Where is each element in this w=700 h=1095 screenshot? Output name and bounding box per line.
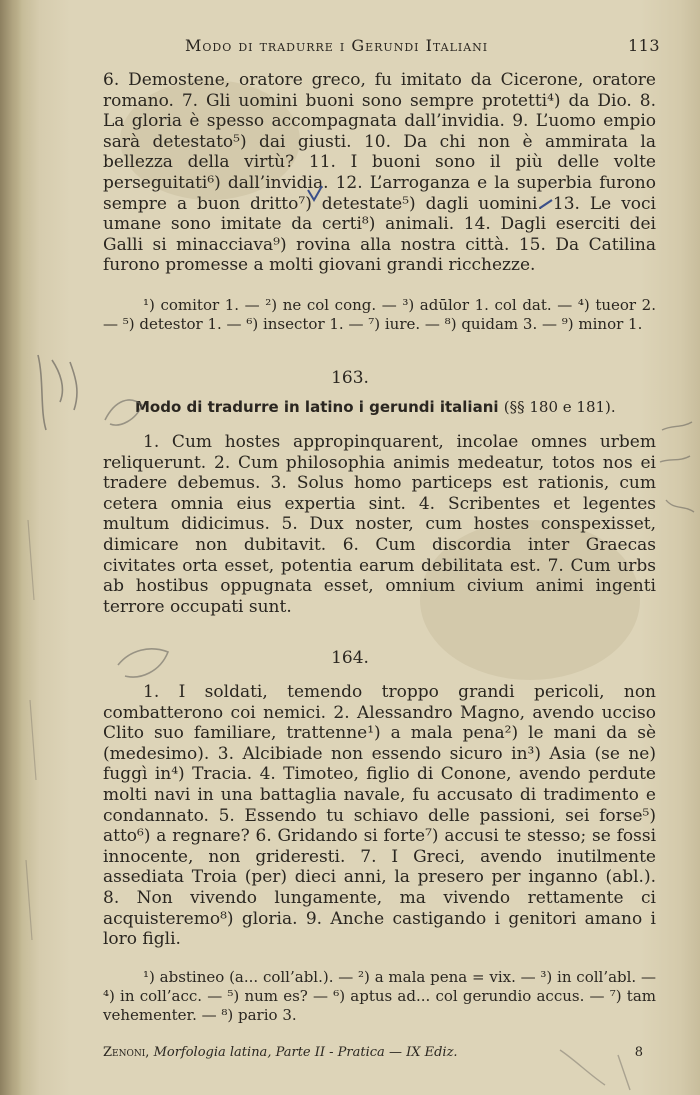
signature-mark: 8	[634, 1045, 643, 1060]
footer-work: Morfologia latina, Parte II - Pratica — IX Ediz.	[153, 1045, 458, 1060]
running-title: Modo di tradurre i Gerundi Italiani	[185, 36, 489, 55]
pencil-scribble	[38, 355, 77, 430]
exercise-164-body: 1. I soldati, temendo troppo grandi pericoli, non combatterono coi nemici. 2. Alessandro Magno, avendo ucciso Clito suo familiare, trattenne¹) a mala pena²) le mani da sè (medesimo). 3. Alcibiade non essendo sicuro in³) Asia (se ne) fuggì in⁴) Tracia. 4. Timoteo, figlio di Conone, avendo perdute molti navi in una battaglia navale, fu accusato di tradimento e condannato. 5. Essendo tu schiavo delle passioni, sei forse⁵) atto⁶) a regnare? 6. Gridando si forte⁷) accusi te stesso; se fossi innocente, non grideresti. 7. I Greci, avendo inutilmente assediata Troia (per) dieci anni, la presero per inganno (abl.). 8. Non vivendo lungamente, ma vivendo rettamente ci acquisteremo⁸) gloria. 9. Anche castigando i genitori amano i loro figli.	[103, 682, 656, 950]
section-164-number: 164.	[331, 648, 369, 668]
section-163-number: 163.	[331, 368, 369, 388]
exercise-163-text	[103, 432, 656, 617]
page-binding-shadow	[0, 0, 22, 1095]
exercise-162-body: 6. Demostene, oratore greco, fu imitato da Cicerone, oratore romano. 7. Gli uomini buoni sono sempre protetti⁴) da Dio. 8. La gloria è spesso accompagnata dall’invidia. 9. L’uomo empio sarà detestato⁵) dai giusti. 10. Da chi non è ammirata la bellezza della virtù? 11. I buoni sono il più delle volte perseguitati⁶) dall’invidia. 12. L’arroganza e la superbia furono sempre a buon dritto⁷) detestate⁵) dagli uomini. 13. Le voci umane sono imitate da certi⁸) animali. 14. Dagli eserciti dei Galli si minacciava⁹) rovina alla nostra città. 15. Da Catilina furono promesse a molti giovani grandi ricchezze.	[103, 70, 656, 276]
footnotes-162: ¹) comitor 1. — ²) ne col cong. — ³) adūlor 1. col dat. — ⁴) tueor 2. — ⁵) detestor 1. — ⁶) insector 1. — ⁷) iure. — ⁸) quidam 3. — ⁹) minor 1.	[103, 296, 656, 333]
pencil-margin-marks	[660, 422, 694, 512]
exercise-163-body: 1. Cum hostes appropinquarent, incolae omnes urbem reliquerunt. 2. Cum philosophia animis medeatur, totos nos ei tradere debemus. 3. Solus homo particeps est rationis, cum cetera omnia eius expertia sint. 4. Scribentes et legentes multum didicimus. 5. Dux noster, cum hostes conspexisset, dimicare non dubitavit. 6. Cum discordia inter Graecas civitates orta esset, potentia earum debilitata est. 7. Cum urbs ab hostibus oppugnata esset, omnium civium animi ingenti terrore occupati sunt.	[103, 432, 656, 617]
section-163-reference: (§§ 180 e 181).	[503, 398, 616, 416]
page-footer	[103, 1045, 643, 1060]
running-header	[185, 36, 660, 55]
pencil-margin-marks	[26, 520, 36, 940]
exercise-164-text	[103, 682, 656, 950]
exercise-164-notes	[103, 968, 656, 1025]
section-163-heading: Modo di tradurre in latino i gerundi italiani	[135, 398, 499, 416]
page-number: 113	[627, 36, 660, 55]
exercise-162-text	[103, 70, 656, 276]
section-163-title	[135, 398, 655, 416]
footer-author: Zenoni,	[103, 1045, 150, 1060]
footnotes-164: ¹) abstineo (a... coll’abl.). — ²) a mala pena = vix. — ³) in coll’abl. — ⁴) in coll’acc. — ⁵) num es? — ⁶) aptus ad... col gerundio accus. — ⁷) tam vehementer. — ⁸) pario 3.	[103, 968, 656, 1024]
exercise-162-notes	[103, 296, 656, 334]
